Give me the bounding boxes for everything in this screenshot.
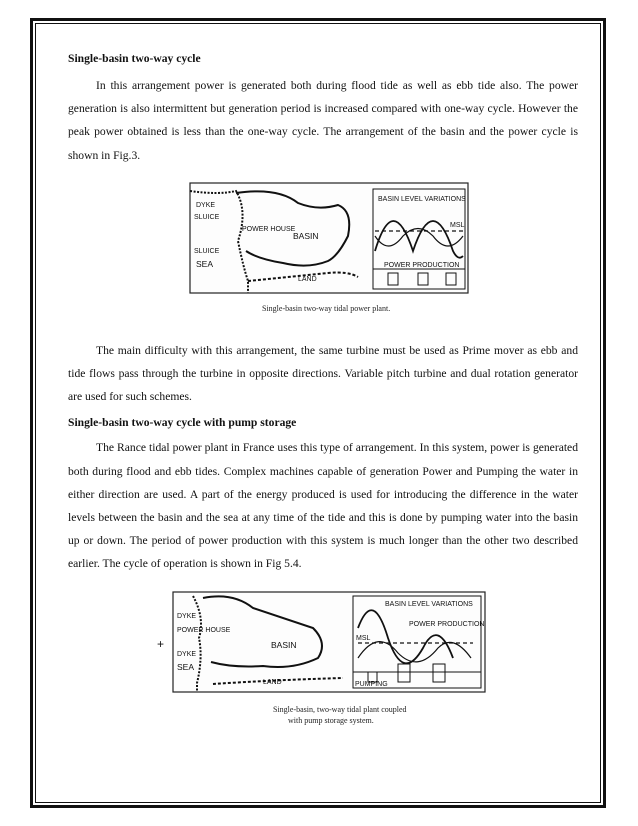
fig2-label-power-house: POWER HOUSE [177, 626, 231, 634]
fig2-caption-line1: Single-basin, two-way tidal plant coupled [273, 704, 407, 714]
fig2-label-dyke: DYKE [177, 612, 197, 620]
fig2-label-basin: BASIN [271, 639, 297, 650]
fig1-label-sluice-2: SLUICE [194, 247, 220, 255]
fig1-label-power-production: POWER PRODUCTION [384, 261, 460, 269]
fig2-caption-line2: with pump storage system. [288, 715, 374, 725]
figure-pump-storage-diagram [153, 588, 488, 738]
fig1-caption: Single-basin two-way tidal power plant. [262, 303, 391, 313]
figure-pump-storage-plant [153, 588, 488, 738]
fig1-label-basin: BASIN [293, 230, 319, 241]
fig1-label-basin-level: BASIN LEVEL VARIATIONS [378, 195, 466, 203]
fig2-label-land: LAND [263, 678, 282, 686]
fig1-label-sea: SEA [196, 258, 214, 269]
fig2-label-basin-level: BASIN LEVEL VARIATIONS [385, 600, 473, 608]
paragraph-two-way: In this arrangement power is generated both during flood tide as well as ebb tide also. The power generation is also intermittent but generation period is increased compared with one-way cycle. However the peak power obtained is less than the one-way cycle. The arrangement of the basin and the power cycle is shown in Fig.3. [68, 79, 578, 162]
fig2-label-pumping: PUMPING [355, 680, 388, 688]
fig2-label-sea: SEA [177, 661, 195, 672]
fig1-label-power-house: POWER HOUSE [242, 225, 296, 233]
section-heading-pump-storage: Single-basin two-way cycle with pump storage [68, 416, 297, 430]
page-content [68, 50, 578, 738]
fig2-plus-mark: + [157, 636, 165, 651]
figure-two-way-diagram [188, 181, 470, 321]
fig2-label-dyke-2: DYKE [177, 650, 197, 658]
figure-two-way-plant [188, 181, 470, 321]
fig2-label-msl: MSL [356, 634, 371, 642]
paragraph-turbine-difficulty: The main difficulty with this arrangement, the same turbine must be used as Prime mover as ebb and tide flows pass through the turbine in opposite directions. Variable pitch turbine and dual rotation generator are used for such schemes. [68, 343, 578, 404]
fig1-label-sluice: SLUICE [194, 213, 220, 221]
fig1-label-land: LAND [298, 275, 317, 283]
fig1-label-dyke: DYKE [196, 201, 216, 209]
paragraph-pump-storage: The Rance tidal power plant in France uses this type of arrangement. In this system, power is generated both during flood and ebb tides. Complex machines capable of generation Power and Pumping the water in either direction are used. A part of the energy produced is used for introducing the difference in the water levels between the basin and the sea at any time of the tide and this is done by pumping water into the basin up or down. The period of power production with this system is much longer than the other two described earlier. The cycle of operation is shown in Fig 5.4. [68, 441, 578, 571]
section-heading-two-way: Single-basin two-way cycle [68, 52, 201, 65]
fig2-label-power-production: POWER PRODUCTION [409, 620, 485, 628]
fig1-label-msl: MSL [450, 221, 465, 229]
